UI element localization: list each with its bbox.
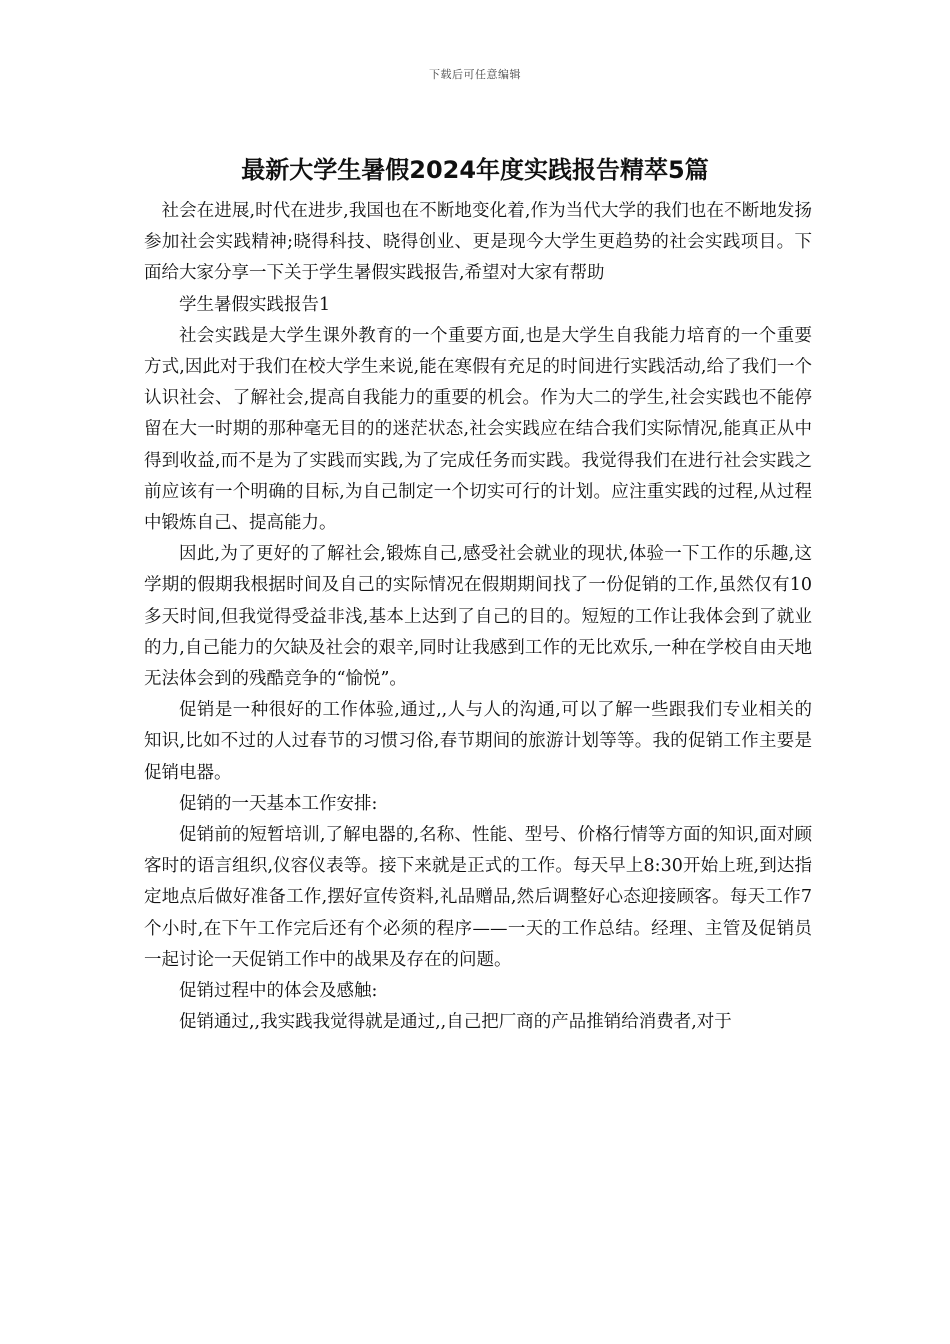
header-note: 下载后可任意编辑 [429,68,521,81]
paragraph: 因此,为了更好的了解社会,锻炼自己,感受社会就业的现状,体验一下工作的乐趣,这学期的假期我根据时间及自己的实际情况在假期期间找了一份促销的工作,虽然仅有10多天时间,但我觉得受益非浅,基本上达到了自己的目的。短短的工作让我体会到了就业的力,自己能力的欠缺及社会的艰辛,同时让我感到工作的无比欢乐,一种在学校自由天地无法体会到的残酷竞争的“愉悦”。 [144,544,812,690]
paragraph: 促销是一种很好的工作体验,通过,,人与人的沟通,可以了解一些跟我们专业相关的知识,比如不过的人过春节的习惯习俗,春节期间的旅游计划等等。我的促销工作主要是促销电器。 [144,700,812,783]
subheading-experience: 促销过程中的体会及感触: [179,981,378,1002]
paragraph-intro: 社会在进展,时代在进步,我国也在不断地变化着,作为当代大学的我们也在不断地发扬参加社会实践精神;晓得科技、晓得创业、更是现今大学生更趋势的社会实践项目。下面给大家分享一下关于学生暑假实践报告,希望对大家有帮助 [144,201,812,284]
document-title: 最新大学生暑假2024年度实践报告精萃5篇 [241,156,709,184]
document-body [144,196,812,1038]
paragraph: 促销通过,,我实践我觉得就是通过,,自己把厂商的产品推销给消费者,对于 [179,1012,732,1033]
paragraph: 促销前的短暂培训,了解电器的,名称、性能、型号、价格行情等方面的知识,面对顾客时的语言组织,仪容仪表等。接下来就是正式的工作。每天早上8:30开始上班,到达指定地点后做好准备工作,摆好宣传资料,礼品赠品,然后调整好心态迎接顾客。每天工作7个小时,在下午工作完后还有个必须的程序——一天的工作总结。经理、主管及促销员一起讨论一天促销工作中的战果及存在的问题。 [144,825,812,970]
paragraph: 社会实践是大学生课外教育的一个重要方面,也是大学生自我能力培育的一个重要方式,因此对于我们在校大学生来说,能在寒假有充足的时间进行实践活动,给了我们一个认识社会、了解社会,提高自我能力的重要的机会。作为大二的学生,社会实践也不能停留在大一时期的那种毫无目的的迷茫状态,社会实践应在结合我们实际情况,能真正从中得到收益,而不是为了实践而实践,为了完成任务而实践。我觉得我们在进行社会实践之前应该有一个明确的目标,为自己制定一个切实可行的计划。应注重实践的过程,从过程中锻炼自己、提高能力。 [144,325,812,534]
section-heading-report-1: 学生暑假实践报告1 [179,294,331,315]
subheading-daily-schedule: 促销的一天基本工作安排: [179,793,378,814]
